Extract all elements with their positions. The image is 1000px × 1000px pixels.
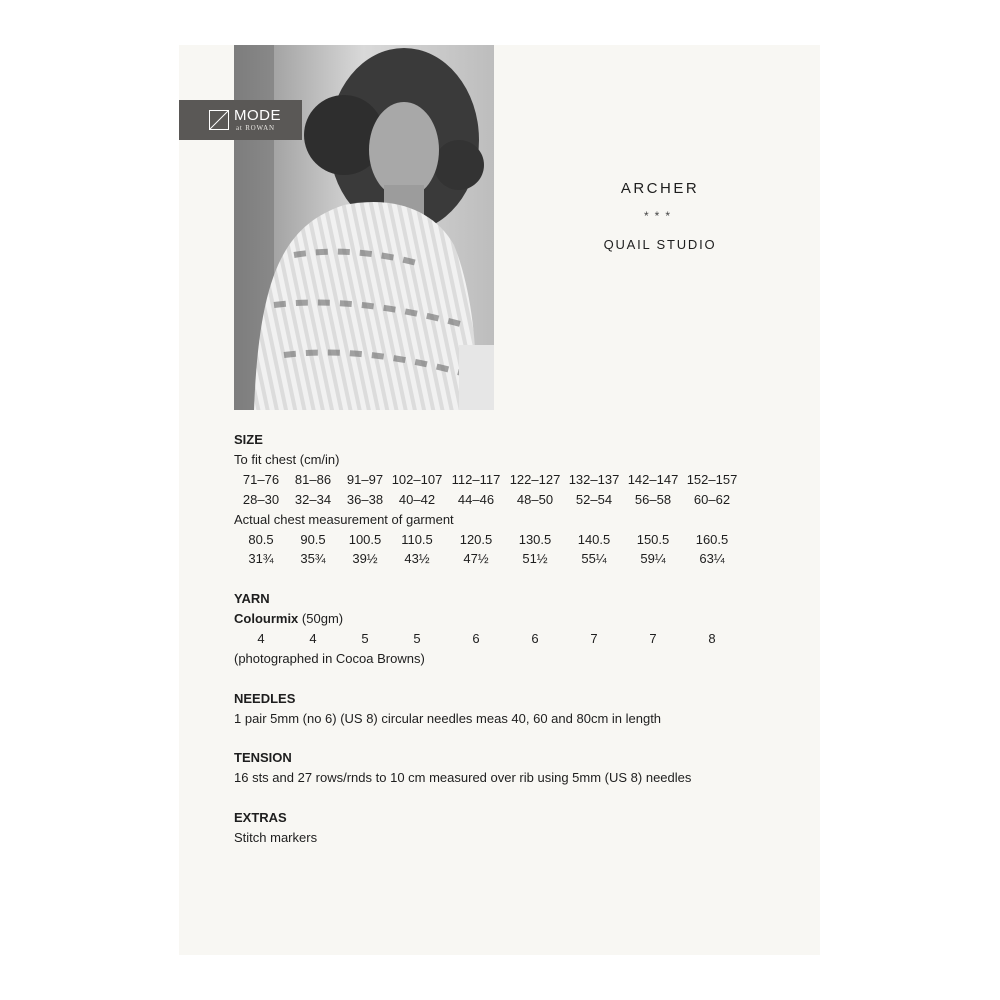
actual-in-cell: 43½: [404, 551, 430, 567]
actual-in-cell: 51½: [522, 551, 548, 567]
yarn-balls-cell: 5: [413, 630, 421, 646]
yarn-heading: YARN: [234, 591, 270, 607]
yarn-weight: (50gm): [301, 611, 344, 627]
actual-cm-cell: 140.5: [577, 531, 611, 547]
mode-at-rowan-logo: [179, 100, 302, 140]
fit-cm-row: [234, 470, 794, 490]
yarn-balls-cell: 8: [708, 630, 716, 646]
actual-in-cell: 31¾: [248, 551, 274, 567]
tension-text: 16 sts and 27 rows/rnds to 10 cm measured over rib using 5mm (US 8) needles: [234, 770, 692, 786]
needles-heading: NEEDLES: [234, 690, 296, 706]
fit-cm-cell: 81–86: [294, 471, 332, 487]
logo-sub: at ROWAN: [236, 124, 275, 132]
tension-heading: TENSION: [234, 750, 292, 766]
yarn-note: (photographed in Cocoa Browns): [234, 650, 425, 666]
actual-cm-cell: 130.5: [518, 531, 552, 547]
fit-cm-cell: 91–97: [346, 471, 384, 487]
actual-in-cell: 35¾: [300, 551, 326, 567]
actual-cm-cell: 160.5: [695, 531, 729, 547]
fit-cm-cell: 71–76: [242, 471, 280, 487]
actual-cm-cell: 150.5: [636, 531, 670, 547]
pattern-details: [234, 430, 794, 848]
yarn-balls-cell: 7: [590, 630, 598, 646]
actual-cm-row: [234, 530, 794, 550]
fit-cm-cell: 122–127: [509, 471, 561, 487]
actual-cm-cell: 110.5: [401, 531, 433, 547]
yarn-balls-cell: 7: [649, 630, 657, 646]
fit-cm-cell: 102–107: [391, 471, 443, 487]
yarn-balls-cell: 4: [309, 630, 317, 646]
yarn-balls-cell: 4: [257, 630, 265, 646]
fit-in-cell: 44–46: [457, 491, 495, 507]
actual-cm-cell: 90.5: [300, 531, 326, 547]
fit-in-cell: 52–54: [575, 491, 613, 507]
actual-in-row: [234, 549, 794, 569]
designer-name: QUAIL STUDIO: [603, 237, 717, 252]
actual-in-cell: 63¼: [699, 551, 725, 567]
yarn-balls-row: [234, 629, 794, 649]
extras-text: Stitch markers: [234, 829, 318, 845]
actual-in-cell: 39½: [352, 551, 378, 567]
actual-in-cell: 55¼: [581, 551, 607, 567]
actual-cm-cell: 120.5: [459, 531, 493, 547]
fit-cm-cell: 152–157: [686, 471, 738, 487]
fit-cm-cell: 112–117: [451, 471, 501, 487]
fit-cm-cell: 132–137: [568, 471, 620, 487]
yarn-name: Colourmix: [234, 611, 299, 627]
yarn-balls-cell: 5: [361, 630, 369, 646]
title-block: [560, 180, 760, 252]
extras-heading: EXTRAS: [234, 810, 287, 826]
yarn-balls-cell: 6: [472, 630, 480, 646]
yarn-balls-cell: 6: [531, 630, 539, 646]
logo-brand: MODE: [234, 107, 281, 124]
fit-in-row: [234, 490, 794, 510]
title-ornament: ***: [643, 209, 676, 223]
actual-chest-label: Actual chest measurement of garment: [234, 511, 454, 527]
size-heading: SIZE: [234, 432, 263, 447]
fit-in-cell: 32–34: [294, 491, 332, 507]
fit-cm-cell: 142–147: [627, 471, 679, 487]
fit-in-cell: 36–38: [346, 491, 384, 507]
fit-chest-label: To fit chest (cm/in): [234, 451, 340, 467]
actual-cm-cell: 100.5: [348, 531, 382, 547]
fit-in-cell: 40–42: [398, 491, 436, 507]
logo-square-icon: [209, 110, 229, 130]
fit-in-cell: 60–62: [693, 491, 731, 507]
pattern-title: ARCHER: [620, 180, 700, 197]
yarn-line: [234, 609, 794, 629]
actual-in-cell: 59¼: [640, 551, 666, 567]
fit-in-cell: 28–30: [242, 491, 280, 507]
needles-text: 1 pair 5mm (no 6) (US 8) circular needles meas 40, 60 and 80cm in length: [234, 710, 662, 726]
actual-in-cell: 47½: [463, 551, 489, 567]
actual-cm-cell: 80.5: [248, 531, 274, 547]
fit-in-cell: 48–50: [516, 491, 554, 507]
fit-in-cell: 56–58: [634, 491, 672, 507]
